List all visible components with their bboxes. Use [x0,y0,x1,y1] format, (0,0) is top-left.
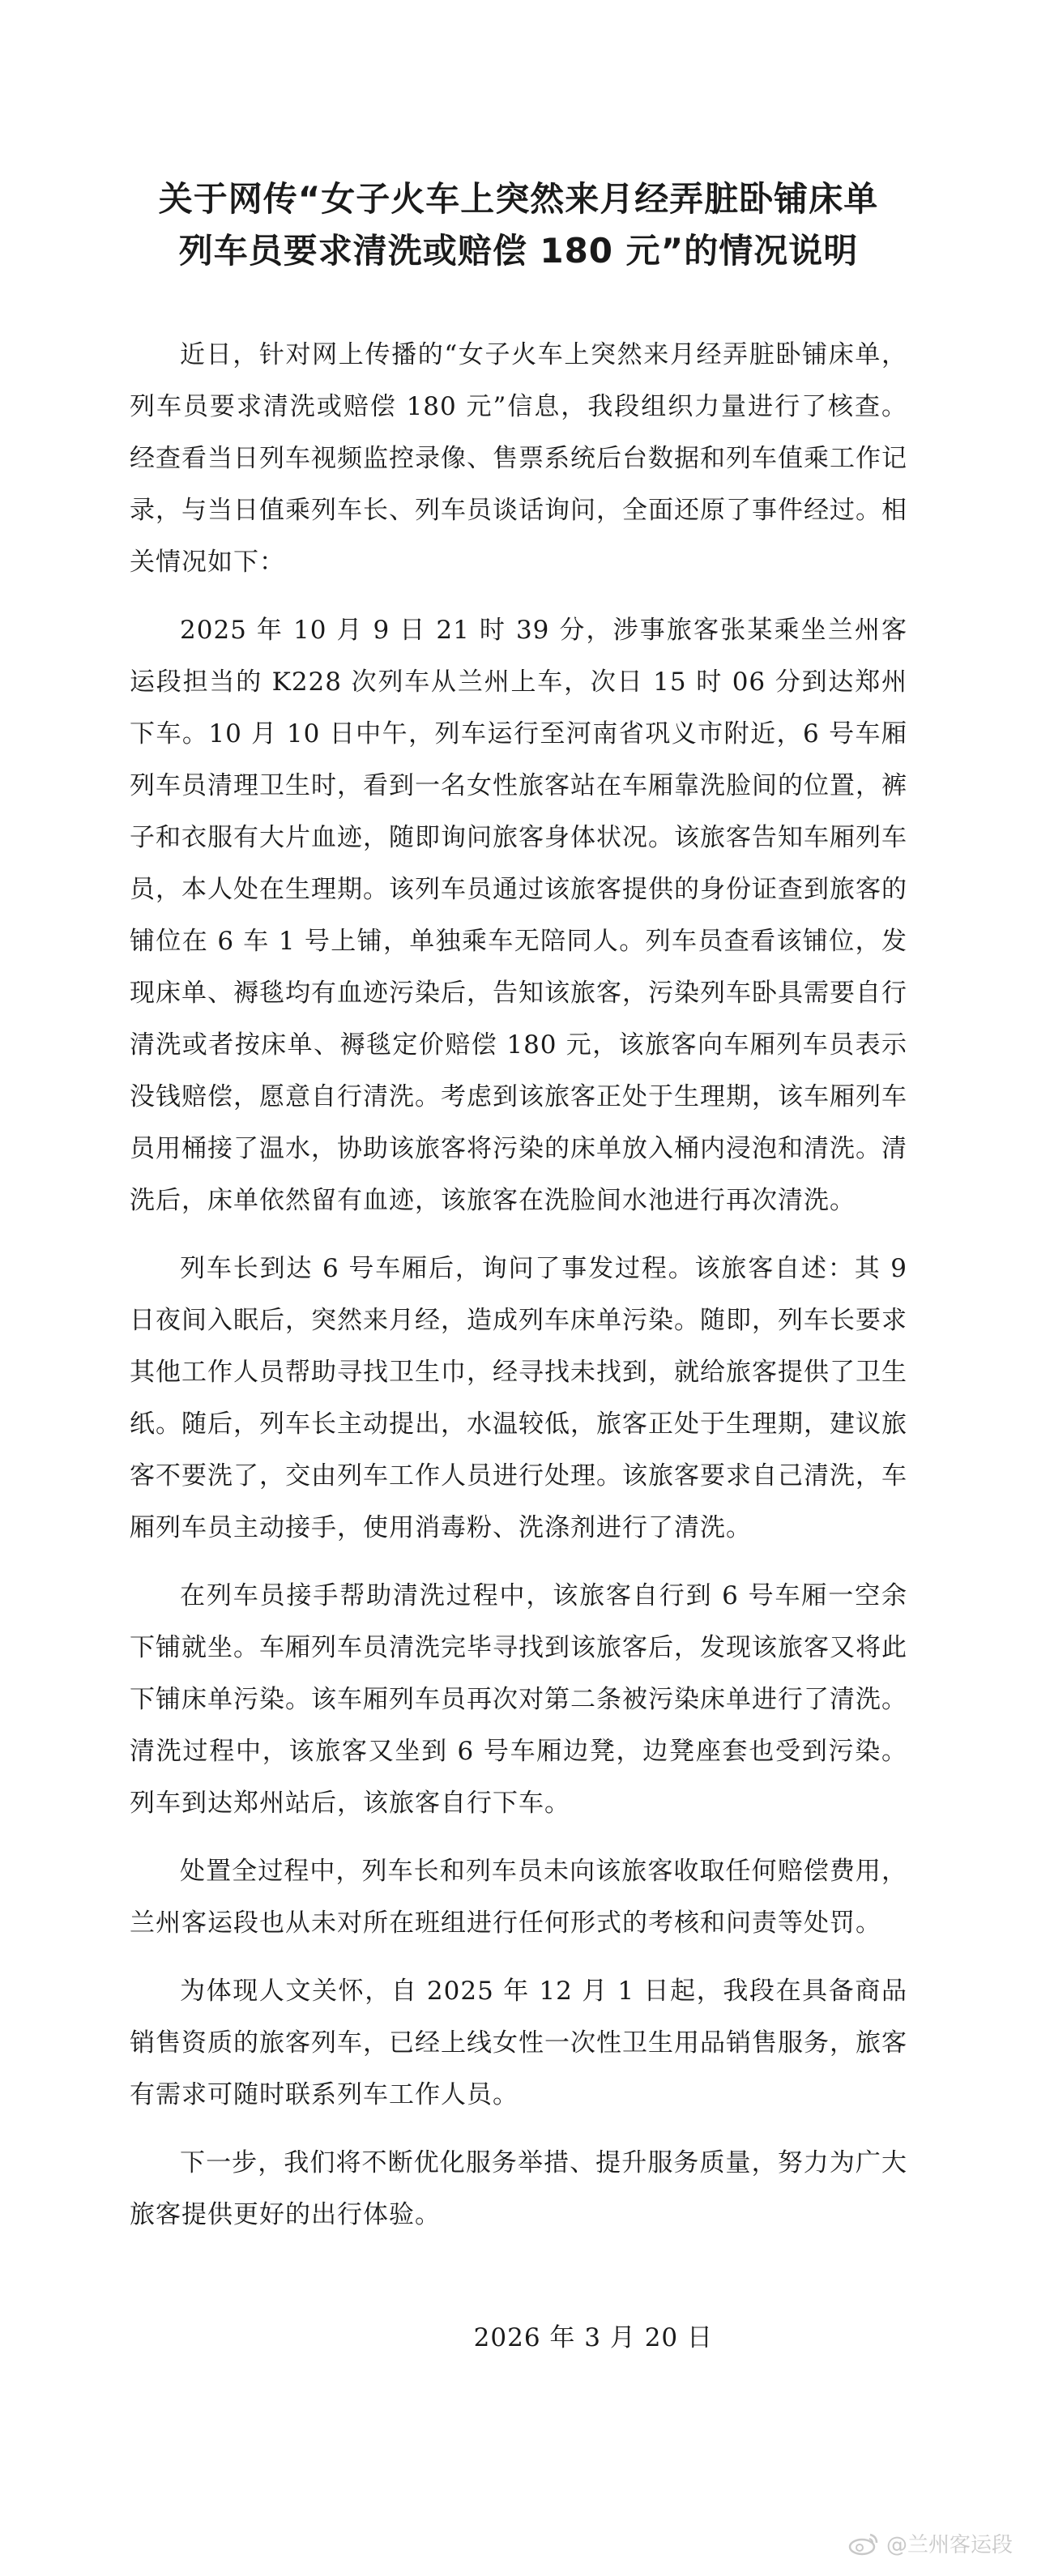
document-title [113,173,924,277]
paragraph: 2025 年 10 月 9 日 21 时 39 分，涉事旅客张某乘坐兰州客运段担当的 K228 次列车从兰州上车，次日 15 时 06 分到达郑州下车。10 月 10 日中午，列车运行至河南省巩义市附近，6 号车厢列车员清理卫生时，看到一名女性旅客站在车厢靠洗脸间的位置，裤子和衣服有大片血迹，随即询问旅客身体状况。该旅客告知车厢列车员，本人处在生理期。该列车员通过该旅客提供的身份证查到旅客的铺位在 6 车 1 号上铺，单独乘车无陪同人。列车员查看该铺位，发现床单、褥毯均有血迹污染后，告知该旅客，污染列车卧具需要自行清洗或者按床单、褥毯定价赔偿 180 元，该旅客向车厢列车员表示没钱赔偿，愿意自行清洗。考虑到该旅客正处于生理期，该车厢列车员用桶接了温水，协助该旅客将污染的床单放入桶内浸泡和清洗。清洗后，床单依然留有血迹，该旅客在洗脸间水池进行再次清洗。 [130,616,907,1215]
watermark [847,2528,1013,2558]
document-date: 2026 年 3 月 20 日 [473,2323,713,2352]
paragraph: 近日，针对网上传播的“女子火车上突然来月经弄脏卧铺床单，列车员要求清洗或赔偿 180 元”信息，我段组织力量进行了核查。经查看当日列车视频监控录像、售票系统后台数据和列车值乘工作记录，与当日值乘列车长、列车员谈话询问，全面还原了事件经过。相关情况如下： [130,340,907,577]
paragraph: 下一步，我们将不断优化服务举措、提升服务质量，努力为广大旅客提供更好的出行体验。 [130,2148,907,2229]
document-body [130,329,907,2257]
paragraph: 为体现人文关怀，自 2025 年 12 月 1 日起，我段在具备商品销售资质的旅客列车，已经上线女性一次性卫生用品销售服务，旅客有需求可随时联系列车工作人员。 [130,1977,907,2109]
title-line-1: 关于网传“女子火车上突然来月经弄脏卧铺床单 [158,179,879,219]
paragraph: 处置全过程中，列车长和列车员未向该旅客收取任何赔偿费用，兰州客运段也从未对所在班组进行任何形式的考核和问责等处罚。 [130,1857,907,1938]
watermark-text: @兰州客运段 [886,2533,1013,2557]
title-line-2: 列车员要求清洗或赔偿 180 元”的情况说明 [178,231,859,271]
paragraph: 在列车员接手帮助清洗过程中，该旅客自行到 6 号车厢一空余下铺就坐。车厢列车员清洗完毕寻找到该旅客后，发现该旅客又将此下铺床单污染。该车厢列车员再次对第二条被污染床单进行了清洗。清洗过程中，该旅客又坐到 6 号车厢边凳，边凳座套也受到污染。列车到达郑州站后，该旅客自行下车。 [130,1581,907,1818]
weibo-icon [847,2531,880,2556]
paragraph: 列车长到达 6 号车厢后，询问了事发过程。该旅客自述：其 9 日夜间入眠后，突然来月经，造成列车床单污染。随即，列车长要求其他工作人员帮助寻找卫生巾，经寻找未找到，就给旅客提供了卫生纸。随后，列车长主动提出，水温较低，旅客正处于生理期，建议旅客不要洗了，交由列车工作人员进行处理。该旅客要求自己清洗，车厢列车员主动接手，使用消毒粉、洗涤剂进行了清洗。 [130,1254,907,1542]
